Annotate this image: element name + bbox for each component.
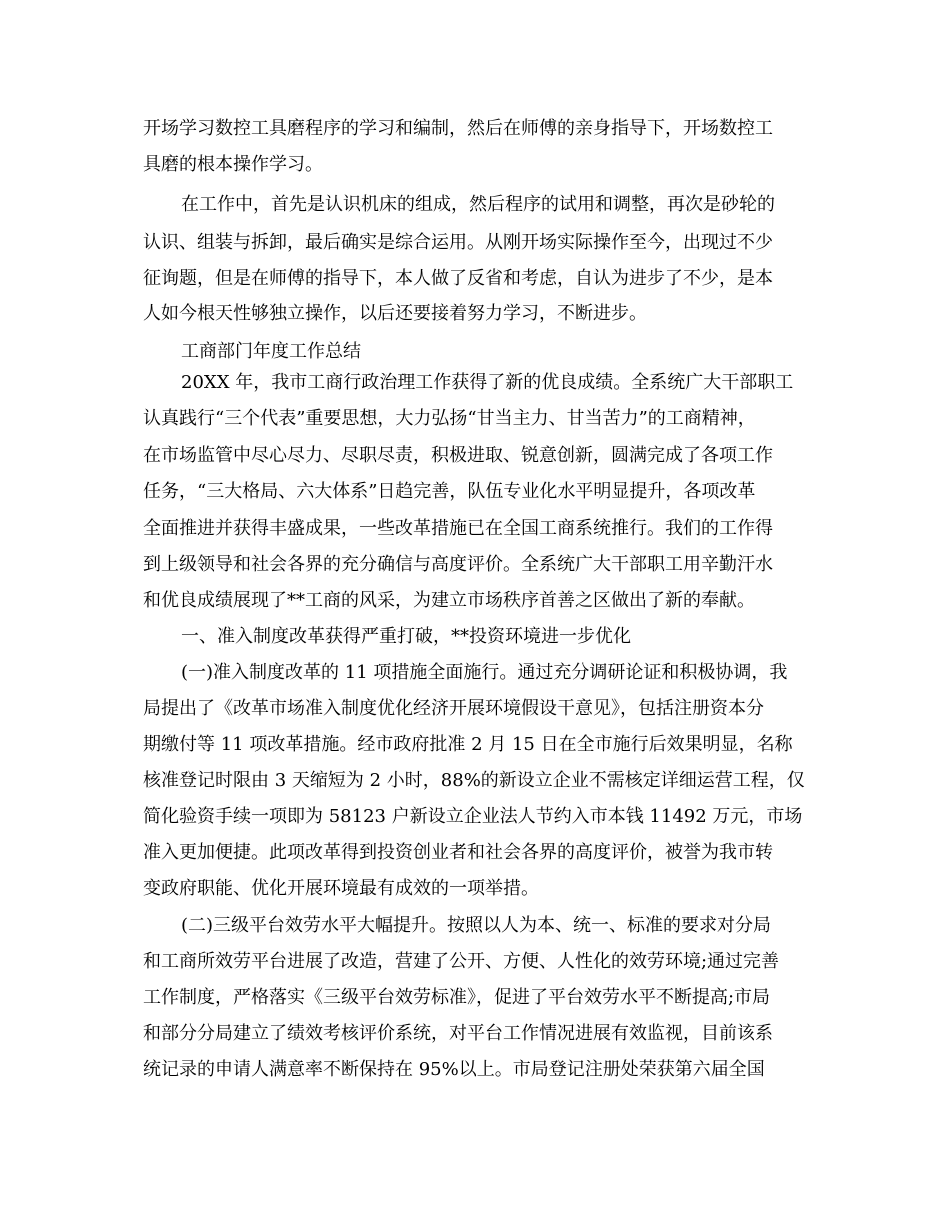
text-line: 在市场监管中尽心尽力、尽职尽责，积极进取、锐意创新，圆满完成了各项工作 (143, 445, 773, 466)
text-line: 在工作中，首先是认识机床的组成，然后程序的试用和调整，再次是砂轮的 (181, 194, 775, 215)
text-line: 20XX 年，我市工商行政治理工作获得了新的优良成绩。全系统广大干部职工 (181, 372, 794, 393)
text-line: 任务，“三大格局、六大体系”日趋完善，队伍专业化水平明显提升，各项改革 (143, 481, 756, 502)
text-line: (二)三级平台效劳水平大幅提升。按照以人为本、统一、标准的要求对分局 (181, 915, 772, 936)
text-line: 认识、组装与拆卸，最后确实是综合运用。从刚开场实际操作至今，出现过不少 (143, 232, 773, 253)
text-line: 和部分分局建立了绩效考核评价系统，对平台工作情况进展有效监视，目前该系 (143, 1023, 773, 1044)
text-line: (一)准入制度改革的 11 项措施全面施行。通过充分调研论证和积极协调，我 (181, 662, 788, 683)
text-line: 准入更加便捷。此项改革得到投资创业者和社会各界的高度评价，被誉为我市转 (143, 842, 773, 863)
text-line: 全面推进并获得丰盛成果，一些改革措施已在全国工商系统推行。我们的工作得 (143, 518, 773, 539)
text-line: 期缴付等 11 项改革措施。经市政府批准 2 月 15 日在全市施行后效果明显，名称 (143, 734, 793, 755)
text-line: 到上级领导和社会各界的充分确信与高度评价。全系统广大干部职工用辛勤汗水 (143, 554, 773, 575)
text-line: 统记录的申请人满意率不断保持在 95%以上。市局登记注册处荣获第六届全国 (143, 1059, 765, 1080)
text-line: 和优良成绩展现了**工商的风采，为建立市场秩序首善之区做出了新的奉献。 (143, 590, 755, 611)
text-line: 变政府职能、优化开展环境最有成效的一项举措。 (143, 878, 539, 899)
text-line: 开场学习数控工具磨程序的学习和编制，然后在师傅的亲身指导下，开场数控工 (143, 118, 773, 139)
text-line: 核准登记时限由 3 天缩短为 2 小时，88%的新设立企业不需核定详细运营工程，仅 (143, 770, 805, 791)
text-line: 局提出了《改革市场准入制度优化经济开展环境假设干意见》，包括注册资本分 (143, 698, 764, 719)
text-line: 工作制度，严格落实《三级平台效劳标准》，促进了平台效劳水平不断提高;市局 (143, 987, 771, 1008)
text-line: 认真践行“三个代表”重要思想，大力弘扬“甘当主力、甘当苦力”的工商精神， (143, 408, 756, 429)
section-heading: 一、准入制度改革获得严重打破，**投资环境进一步优化 (181, 626, 631, 647)
text-line: 具磨的根本操作学习。 (143, 154, 323, 175)
text-line: 征询题，但是在师傅的指导下，本人做了反省和考虑，自认为进步了不少，是本 (143, 268, 773, 289)
text-line: 和工商所效劳平台进展了改造，营建了公开、方便、人性化的效劳环境;通过完善 (143, 951, 780, 972)
text-line: 简化验资手续一项即为 58123 户新设立企业法人节约入市本钱 11492 万元，市场 (143, 806, 803, 827)
text-line: 人如今根天性够独立操作，以后还要接着努力学习，不断进步。 (143, 303, 647, 324)
section-heading: 工商部门年度工作总结 (181, 341, 361, 362)
